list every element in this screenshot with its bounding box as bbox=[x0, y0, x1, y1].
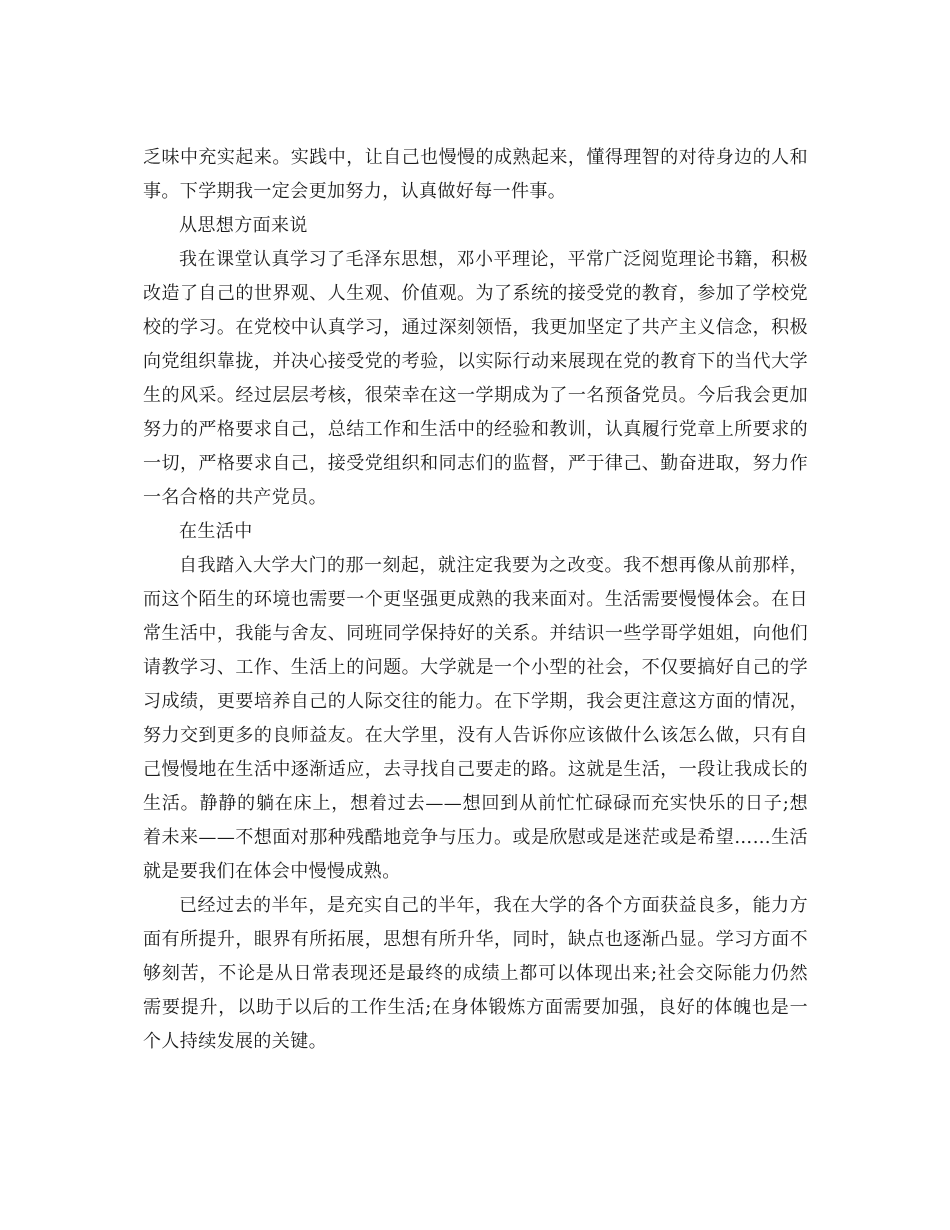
paragraph-continuation: 乏味中充实起来。实践中，让自己也慢慢的成熟起来，懂得理智的对待身边的人和事。下学期我一定会更加努力，认真做好每一件事。 bbox=[143, 147, 808, 202]
section-heading-life: 在生活中 bbox=[179, 521, 253, 542]
paragraph-summary: 已经过去的半年，是充实自己的半年，我在大学的各个方面获益良多，能力方面有所提升，眼界有所拓展，思想有所升华，同时，缺点也逐渐凸显。学习方面不够刻苦，不论是从日常表现还是最终的成绩上都可以体现出来;社会交际能力仍然需要提升，以助于以后的工作生活;在身体锻炼方面需要加强，良好的体魄也是一个人持续发展的关键。 bbox=[143, 895, 808, 1052]
paragraph-life: 自我踏入大学大门的那一刻起，就注定我要为之改变。我不想再像从前那样，而这个陌生的环境也需要一个更坚强更成熟的我来面对。生活需要慢慢体会。在日常生活中，我能与舍友、同班同学保持好的关系。并结识一些学哥学姐姐，向他们请教学习、工作、生活上的问题。大学就是一个小型的社会，不仅要搞好自己的学习成绩，更要培养自己的人际交往的能力。在下学期，我会更注意这方面的情况，努力交到更多的良师益友。在大学里，没有人告诉你应该做什么该怎么做，只有自己慢慢地在生活中逐渐适应，去寻找自己要走的路。这就是生活，一段让我成长的生活。静静的躺在床上，想着过去——想回到从前忙忙碌碌而充实快乐的日子;想着未来——不想面对那种残酷地竞争与压力。或是欣慰或是迷茫或是希望……生活就是要我们在体会中慢慢成熟。 bbox=[143, 555, 808, 882]
document-body bbox=[143, 141, 808, 1059]
paragraph-thought: 我在课堂认真学习了毛泽东思想，邓小平理论，平常广泛阅览理论书籍，积极改造了自己的世界观、人生观、价值观。为了系统的接受党的教育，参加了学校党校的学习。在党校中认真学习，通过深刻领悟，我更加坚定了共产主义信念，积极向党组织靠拢，并决心接受党的考验，以实际行动来展现在党的教育下的当代大学生的风采。经过层层考核，很荣幸在这一学期成为了一名预备党员。今后我会更加努力的严格要求自己，总结工作和生活中的经验和教训，认真履行党章上所要求的一切，严格要求自己，接受党组织和同志们的监督，严于律己、勤奋进取，努力作一名合格的共产党员。 bbox=[143, 249, 808, 508]
section-heading-thought: 从思想方面来说 bbox=[179, 215, 308, 236]
